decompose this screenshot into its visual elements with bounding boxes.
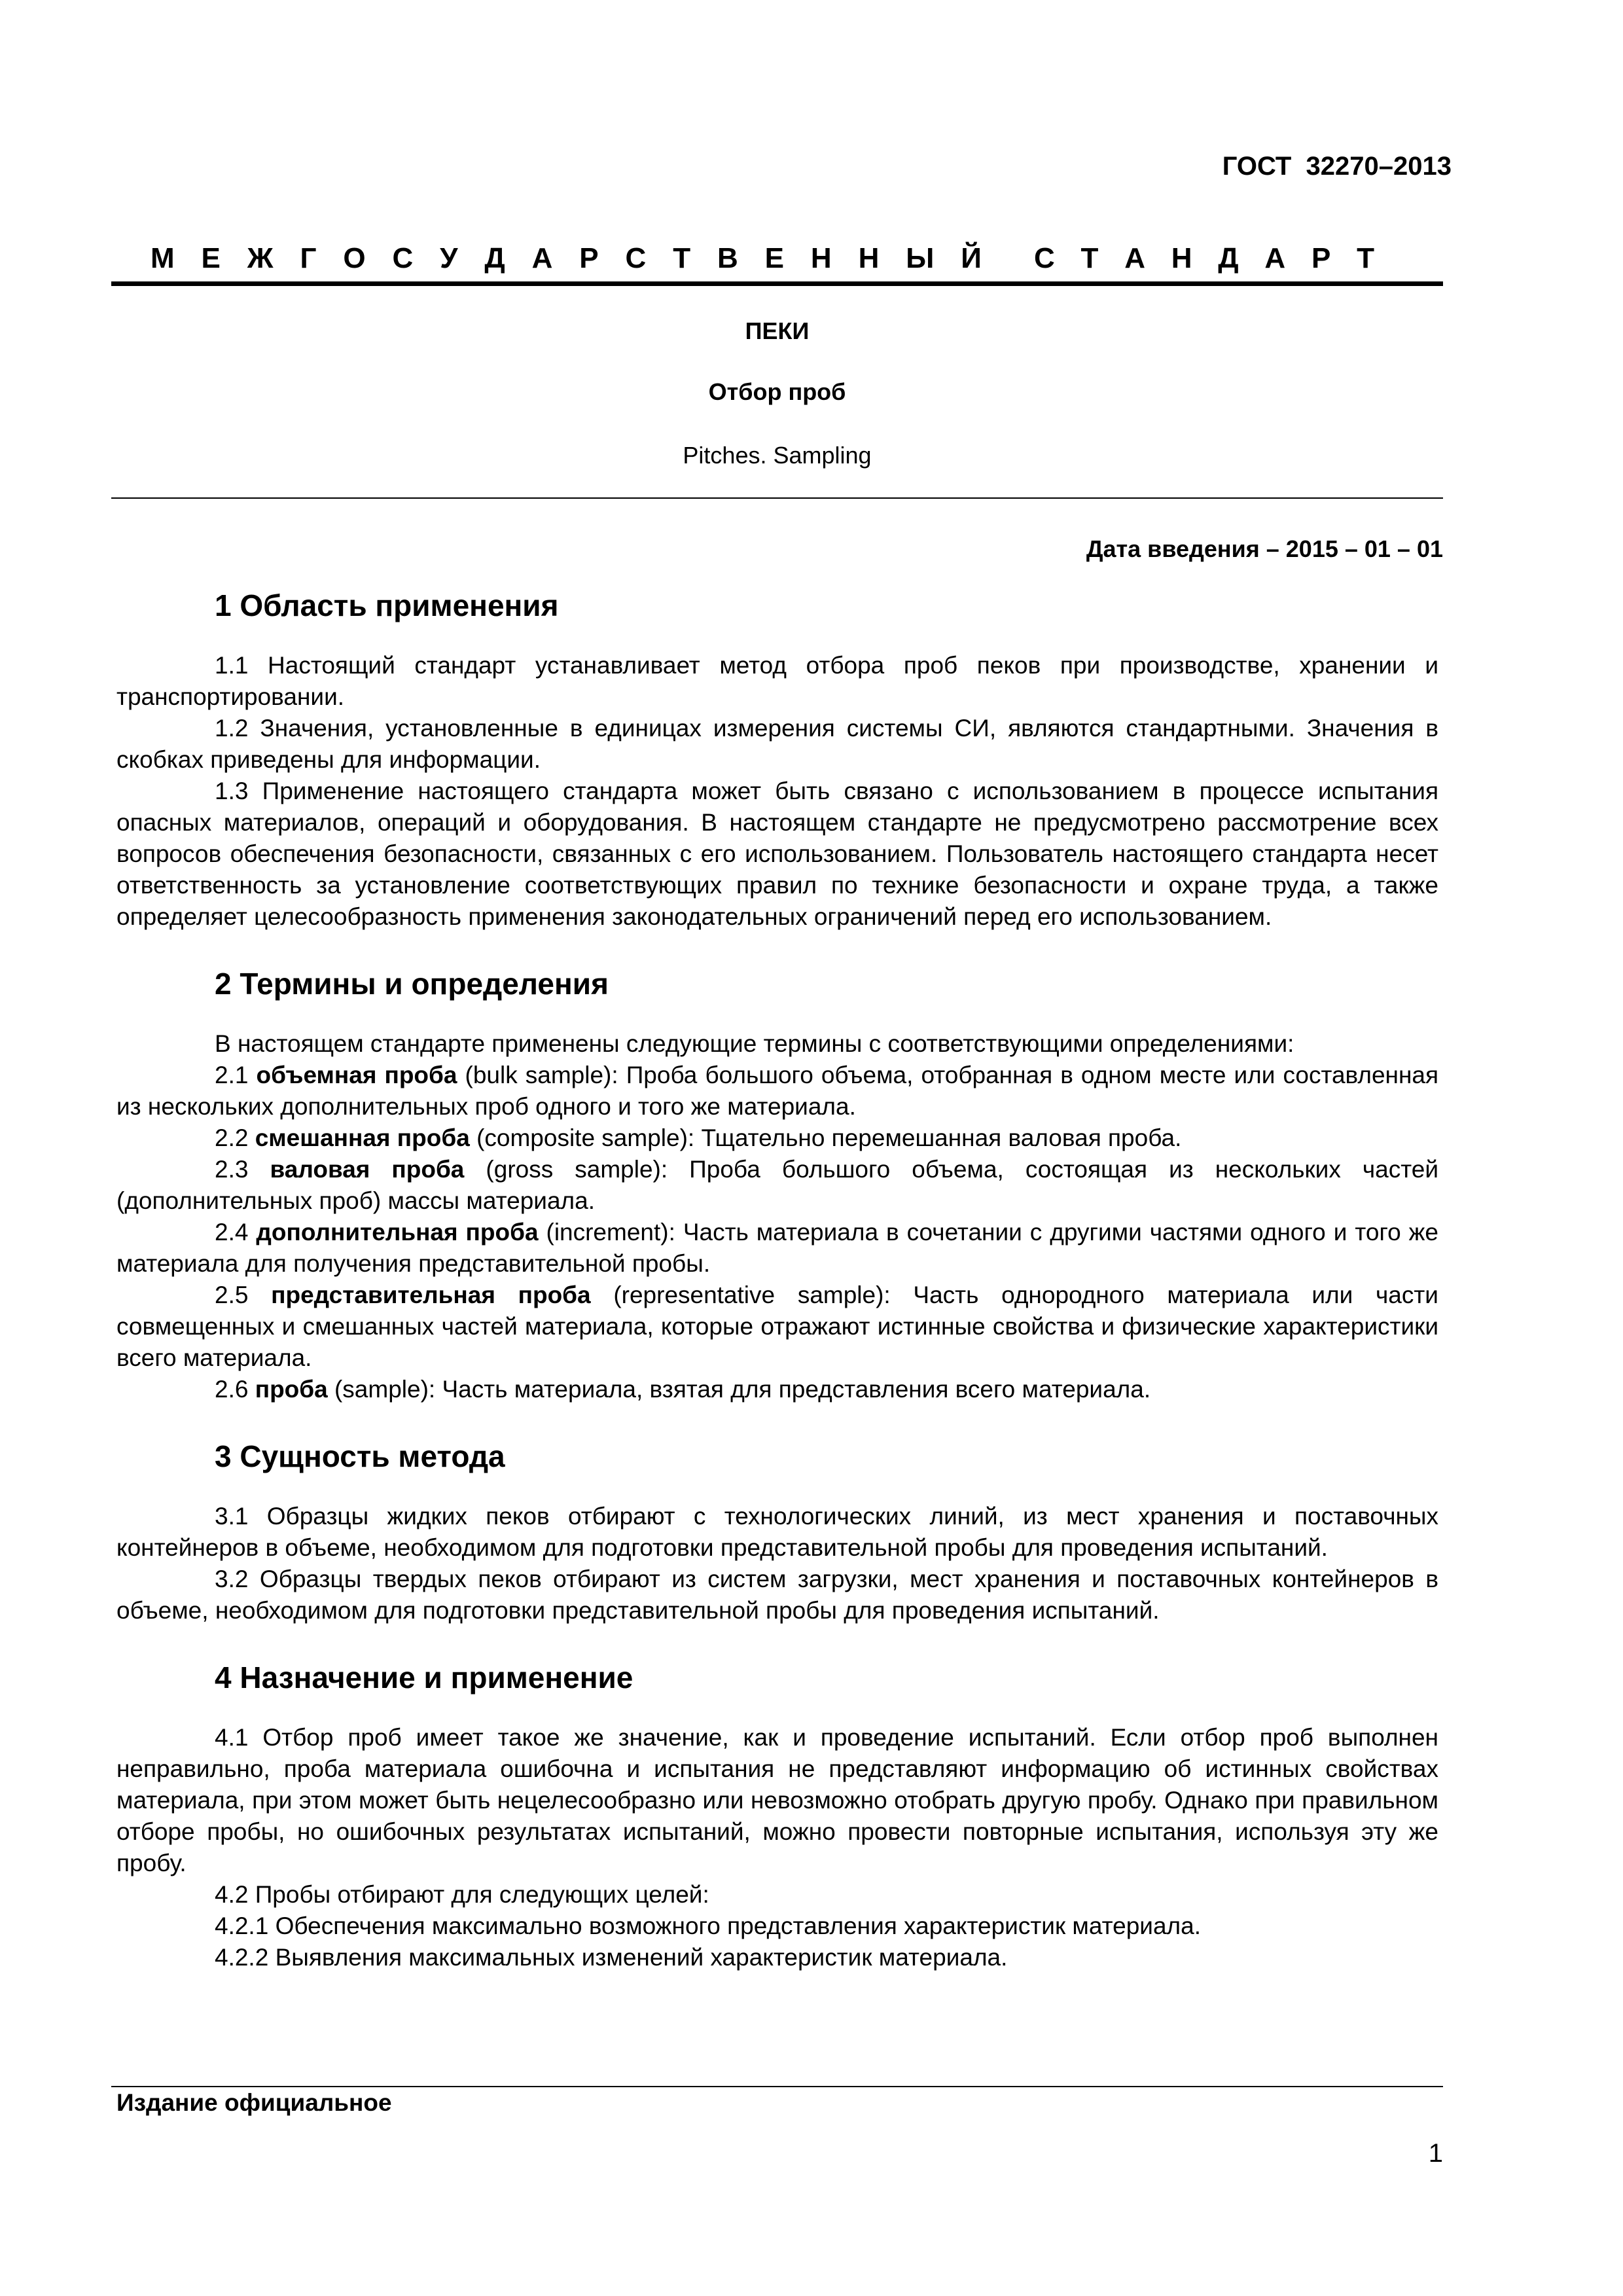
heading-letter: А — [531, 242, 553, 274]
term-2-1: 2.1 объемная проба (bulk sample): Проба большого объема, отобранная в одном месте или составленная из нескольких дополнительных проб одного и того же материала. — [116, 1062, 1438, 1120]
heading-letter: Г — [300, 242, 317, 274]
heading-letter: В — [717, 242, 738, 274]
heading-letter: Т — [1080, 242, 1099, 274]
standard-type-heading — [151, 242, 1374, 275]
heading-letter: С — [1034, 242, 1055, 274]
term-name: представительная проба — [271, 1282, 591, 1308]
paragraph-4-2-1: 4.2.1 Обеспечения максимально возможного представления характеристик материала. — [215, 1912, 1201, 1939]
term-name: валовая проба — [270, 1156, 465, 1183]
heading-letter: Н — [858, 242, 880, 274]
term-2-5: 2.5 представительная проба (representative sample): Часть однородного материала или части совмещенных и смешанных частей материала, которые отражают истинные свойства и физические характеристики всего материала. — [116, 1282, 1438, 1371]
title-divider — [111, 497, 1443, 499]
term-name: объемная проба — [256, 1062, 457, 1088]
document-title: ПЕКИ — [745, 317, 810, 344]
section-heading-3: 3 Сущность метода — [215, 1439, 505, 1473]
section-heading-4: 4 Назначение и применение — [215, 1660, 633, 1695]
paragraph-1-1: 1.1 Настоящий стандарт устанавливает метод отбора проб пеков при производстве, хранении и транспортировании. — [116, 652, 1438, 710]
heading-letter: А — [1124, 242, 1145, 274]
term-name: смешанная проба — [255, 1124, 470, 1151]
edition-label: Издание официальное — [116, 2089, 392, 2116]
paragraph-2-intro: В настоящем стандарте применены следующие термины с соответствующими определениями: — [215, 1030, 1294, 1057]
section-heading-2: 2 Термины и определения — [215, 967, 609, 1001]
heading-letter: Е — [764, 242, 785, 274]
heading-letter: Н — [810, 242, 832, 274]
term-name: проба — [255, 1376, 328, 1403]
heading-letter: У — [440, 242, 458, 274]
heading-letter: Е — [201, 242, 221, 274]
term-2-4: 2.4 дополнительная проба (increment): Часть материала в сочетании с другими частями одного и того же материала для получения представительной пробы. — [116, 1219, 1438, 1277]
document-body — [116, 586, 1438, 1973]
heading-letter: О — [343, 242, 366, 274]
footer-divider — [111, 2086, 1443, 2087]
term-2-6: 2.6 проба (sample): Часть материала, взятая для представления всего материала. — [215, 1376, 1151, 1403]
heading-letter: Д — [484, 242, 505, 274]
english-title: Pitches. Sampling — [683, 442, 872, 469]
heading-letter: Т — [673, 242, 691, 274]
heading-letter: С — [625, 242, 647, 274]
heading-letter: Р — [579, 242, 599, 274]
standard-type-word2 — [1034, 242, 1374, 275]
term-2-3: 2.3 валовая проба (gross sample): Проба большого объема, состоящая из нескольких частей (дополнительных проб) массы материала. — [116, 1156, 1439, 1214]
heading-letter: А — [1264, 242, 1286, 274]
section-heading-1: 1 Область применения — [215, 588, 559, 622]
page-number: 1 — [1428, 2139, 1443, 2168]
paragraph-4-1: 4.1 Отбор проб имеет такое же значение, как и проведение испытаний. Если отбор проб выполнен неправильно, проба материала ошибочна и испытания не представляют информацию об истинных свойствах материала, при этом может быть нецелесообразно или невозможно отобрать другую пробу. Однако при правильном отборе пробы, но ошибочных результатах испытаний, можно провести повторные испытания, используя эту же пробу. — [116, 1724, 1438, 1876]
paragraph-1-3: 1.3 Применение настоящего стандарта может быть связано с использованием в процессе испытания опасных материалов, операций и оборудования. В настоящем стандарте не предусмотрено рассмотрение всех вопросов обеспечения безопасности, связанных с его использованием. Пользователь настоящего стандарта несет ответственность за установление соответствующих правил по технике безопасности и охране труда, а также определяет целесообразность применения законодательных ограничений перед его использованием. — [116, 778, 1438, 930]
heading-letter: М — [151, 242, 175, 274]
heading-letter: Ы — [906, 242, 935, 274]
paragraph-3-2: 3.2 Образцы твердых пеков отбирают из систем загрузки, мест хранения и поставочных контейнеров в объеме, необходимом для подготовки представительной пробы для проведения испытаний. — [116, 1566, 1438, 1624]
term-name: дополнительная проба — [256, 1219, 539, 1246]
paragraph-3-1: 3.1 Образцы жидких пеков отбирают с технологических линий, из мест хранения и поставочных контейнеров в объеме, необходимом для подготовки представительной пробы для проведения испытаний. — [116, 1503, 1438, 1561]
heading-letter: Ж — [247, 242, 274, 274]
heading-letter: С — [392, 242, 414, 274]
document-subtitle: Отбор проб — [708, 378, 846, 405]
standard-type-word1 — [151, 242, 982, 275]
intro-date: Дата введения – 2015 – 01 – 01 — [1086, 535, 1443, 562]
heading-letter: Д — [1218, 242, 1239, 274]
paragraph-4-2: 4.2 Пробы отбирают для следующих целей: — [215, 1881, 709, 1908]
top-divider — [111, 281, 1443, 286]
paragraph-4-2-2: 4.2.2 Выявления максимальных изменений характеристик материала. — [215, 1944, 1008, 1971]
term-2-2: 2.2 смешанная проба (composite sample): Тщательно перемешанная валовая проба. — [215, 1124, 1182, 1151]
heading-letter: Н — [1171, 242, 1192, 274]
heading-letter: Й — [961, 242, 982, 274]
paragraph-1-2: 1.2 Значения, установленные в единицах измерения системы СИ, являются стандартными. Значения в скобках приведены для информации. — [116, 715, 1438, 773]
heading-letter: Р — [1311, 242, 1331, 274]
heading-letter: Т — [1357, 242, 1374, 274]
gost-code: ГОСТ 32270–2013 — [1222, 152, 1452, 181]
